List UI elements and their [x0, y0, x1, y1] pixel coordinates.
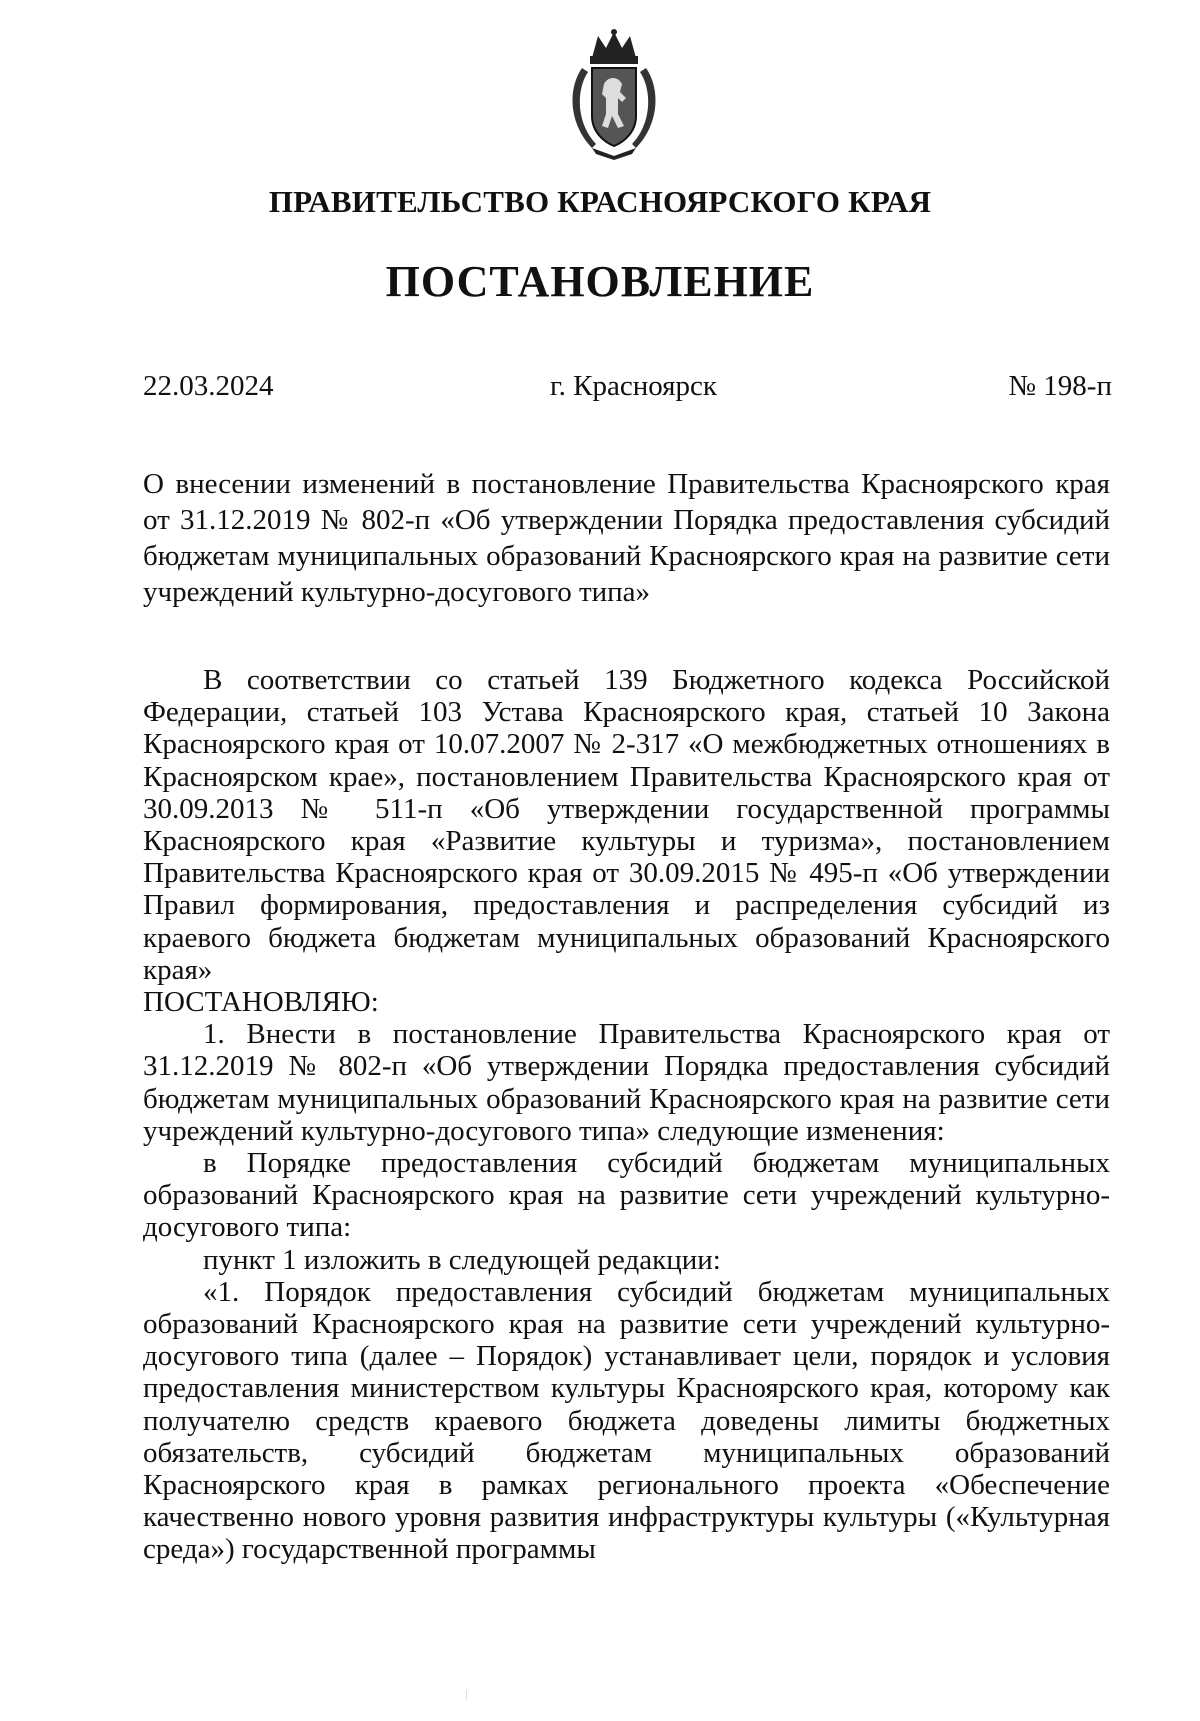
document-date: 22.03.2024 [143, 370, 274, 402]
item-1-paragraph: 1. Внести в постановление Правительства Красноярского края от 31.12.2019 № 802-п «Об утверждении Порядка предоставления субсидий бюджетам муниципальных образований Красноярского края на развитие сети учреждений культурно-досугового типа» следующие изменения: [143, 1018, 1110, 1147]
sub-paragraph-point-1: пункт 1 изложить в следующей редакции: [203, 1243, 721, 1276]
resolve-line: ПОСТАНОВЛЯЮ: [143, 986, 379, 1019]
organization-heading: ПРАВИТЕЛЬСТВО КРАСНОЯРСКОГО КРАЯ [268, 184, 932, 219]
document-body [143, 664, 1110, 1566]
document-number: № 198-п [1008, 370, 1112, 402]
sub-paragraph-order: в Порядке предоставления субсидий бюджетам муниципальных образований Красноярского края на развитие сети учреждений культурно-досугового типа: [143, 1147, 1110, 1244]
preamble-paragraph: В соответствии со статьей 139 Бюджетного кодекса Российской Федерации, статьей 103 Устава Красноярского края, статьей 10 Закона Красноярского края от 10.07.2007 № 2-317 «О межбюджетных отношениях в Красноярском крае», постановлением Правительства Красноярского края от 30.09.2013 № 511-п «Об утверждении государственной программы Красноярского края «Развитие культуры и туризма», постановлением Правительства Красноярского края от 30.09.2015 № 495-п «Об утверждении Правил формирования, предоставления и распределения субсидий из краевого бюджета бюджетам муниципальных образований Красноярского края» [143, 664, 1110, 986]
document-type-heading: ПОСТАНОВЛЕНИЕ [385, 257, 815, 306]
document-title: О внесении изменений в постановление Правительства Красноярского края от 31.12.2019 № 802-п «Об утверждении Порядка предоставления субсидий бюджетам муниципальных образований Красноярского края на развитие сети учреждений культурно-досугового типа» [143, 468, 1110, 608]
scan-artifact [466, 1690, 467, 1700]
sub-paragraph-quote: «1. Порядок предоставления субсидий бюджетам муниципальных образований Красноярского края на развитие сети учреждений культурно-досугового типа (далее – Порядок) устанавливает цели, порядок и условия предоставления министерством культуры Красноярского края, которому как получателю средств краевого бюджета доведены лимиты бюджетных обязательств, субсидий бюджетам муниципальных образований Красноярского края в рамках регионального проекта «Обеспечение качественно нового уровня развития инфраструктуры культуры («Культурная среда») государственной программы [143, 1275, 1110, 1566]
coat-of-arms-icon [562, 28, 666, 160]
document-city: г. Красноярск [550, 370, 717, 402]
